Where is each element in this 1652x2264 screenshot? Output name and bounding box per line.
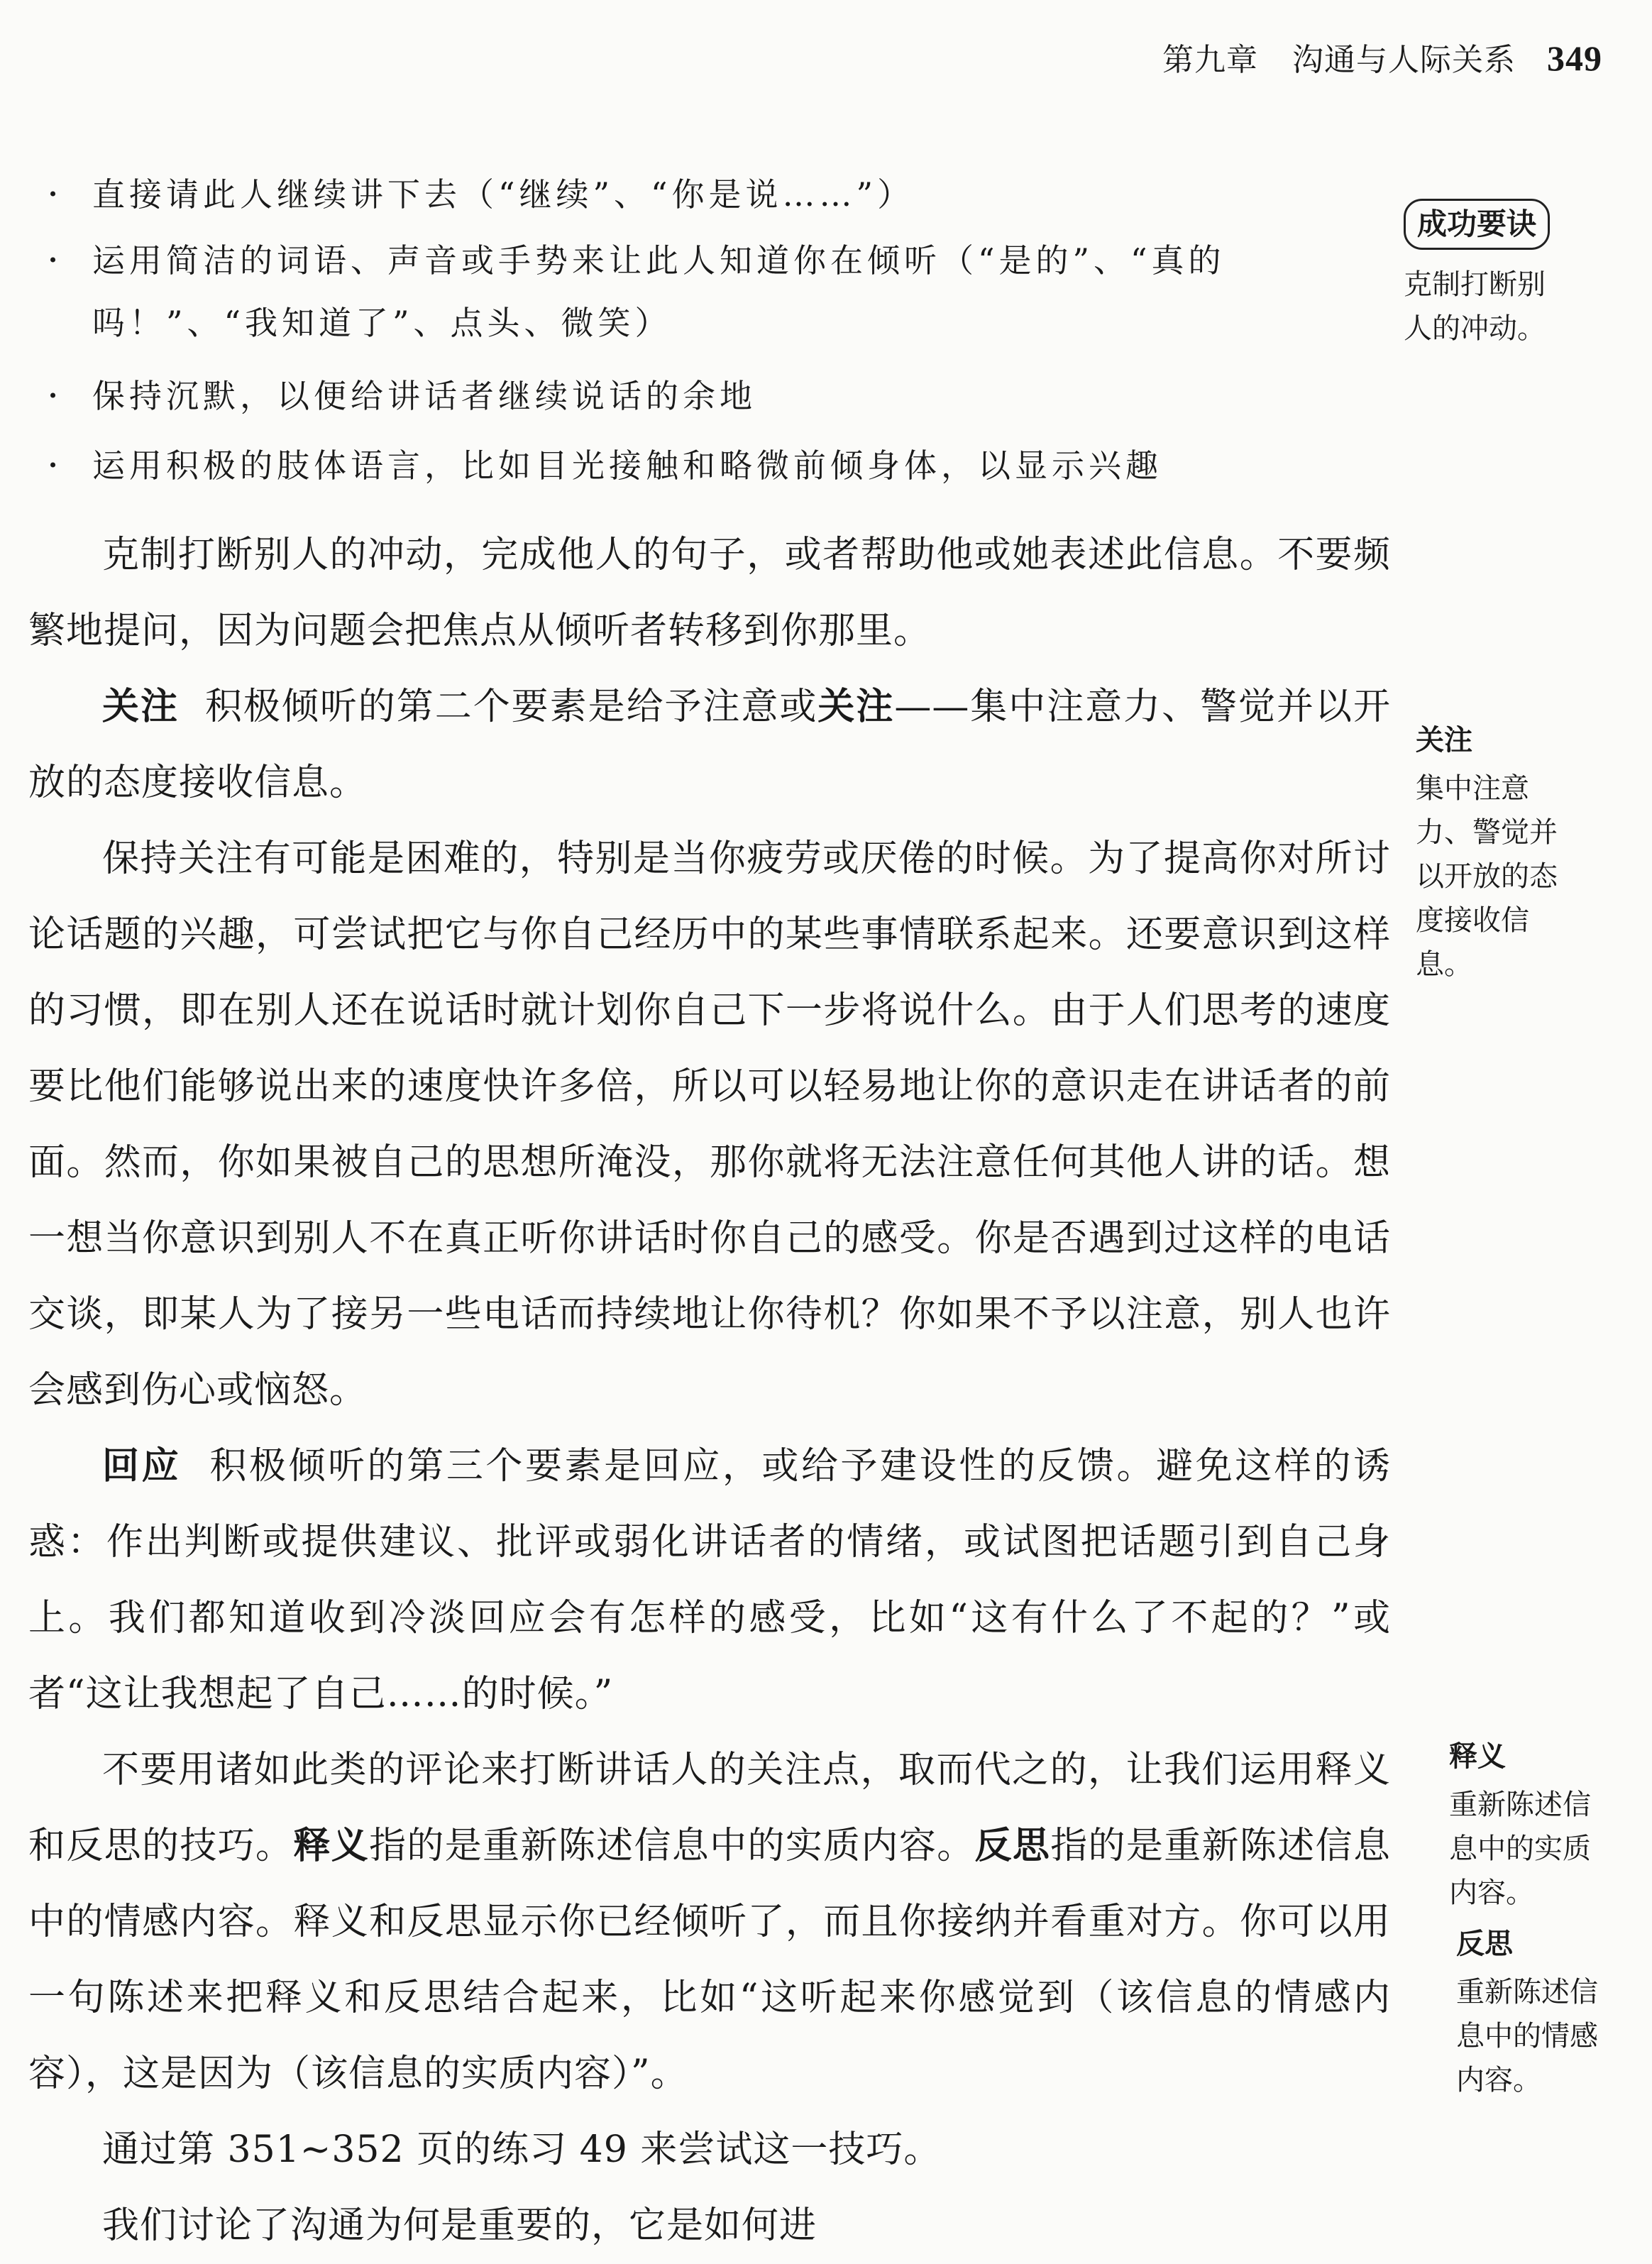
main-text [28, 160, 1391, 2264]
bullet-list [28, 160, 1391, 500]
key-term: 反思 [974, 1825, 1051, 1867]
gloss-definition: 集中注意力、警觉并以开放的态度接收信息。 [1416, 772, 1558, 981]
paragraph-paraphrase [28, 1732, 1391, 2112]
running-header [1162, 34, 1602, 79]
bullet-item: · 保持沉默，以便给讲话者继续说话的余地 [92, 361, 1391, 431]
text-run: 不要用诸如此类的评论来打断讲话人的关注点，取而代之的，让我们运用释义和反思的技巧。 [28, 1749, 1391, 1867]
margin-tip [1404, 199, 1638, 351]
page-number: 349 [1547, 38, 1602, 78]
gloss-definition: 重新陈述信息中的实质内容。 [1449, 1788, 1591, 1909]
gloss-term: 释义 [1449, 1740, 1506, 1773]
paragraph-partial: 我们讨论了沟通为何是重要的，它是如何进 [102, 2204, 817, 2247]
margin-gloss-attention [1416, 718, 1643, 987]
tip-badge: 成功要诀 [1404, 199, 1550, 250]
paragraph-attention [28, 669, 1391, 821]
gloss-term: 反思 [1456, 1928, 1513, 1960]
text-run: 积极倾听的第三个要素是回应，或给予建设性的反馈。避免这样的诱惑：作出判断或提供建议、批评或弱化讲话者的情绪，或试图把话题引到自己身上。我们都知道收到冷淡回应会有怎样的感受，比如“这有什么了不起的？”或者“这让我想起了自己……的时候。” [28, 1445, 1391, 1715]
key-term: 关注 [817, 686, 895, 728]
text-run: 积极倾听的第二个要素是给予注意或 [204, 686, 818, 728]
margin-gloss-reflection [1456, 1922, 1641, 2102]
paragraph: 克制打断别人的冲动，完成他人的句子，或者帮助他或她表述此信息。不要频繁地提问，因为问题会把焦点从倾听者转移到你那里。 [28, 534, 1391, 652]
chapter-title: 沟通与人际关系 [1292, 42, 1516, 78]
paragraph-responding [28, 1429, 1391, 1732]
bullet-item: · 运用积极的肢体语言，比如目光接触和略微前倾身体，以显示兴趣 [92, 431, 1391, 500]
text-run: 指的是重新陈述信息中的情感内容。释义和反思显示你已经倾听了，而且你接纳并看重对方。你可以用一句陈述来把释义和反思结合起来，比如“这听起来你感觉到（该信息的情感内容），这是因为（该信息的实质内容）”。 [28, 1825, 1391, 2095]
bullet-item: · 直接请此人继续讲下去（“继续”、“你是说……”） [92, 160, 1391, 229]
paragraph: 通过第 351~352 页的练习 49 来尝试这一技巧。 [102, 2128, 942, 2171]
bullet-item: · 运用简洁的词语、声音或手势来让此人知道你在倾听（“是的”、“真的吗！”、“我知道了”、点头、微笑） [92, 229, 1391, 354]
gloss-definition: 重新陈述信息中的情感内容。 [1456, 1976, 1598, 2097]
paragraph: 保持关注有可能是困难的，特别是当你疲劳或厌倦的时候。为了提高你对所讨论话题的兴趣，可尝试把它与你自己经历中的某些事情联系起来。还要意识到这样的习惯，即在别人还在说话时就计划你自己下一步将说什么。由于人们思考的速度要比他们能够说出来的速度快许多倍，所以可以轻易地让你的意识走在讲话者的前面。然而，你如果被自己的思想所淹没，那你就将无法注意任何其他人讲的话。想一想当你意识到别人不在真正听你讲话时你自己的感受。你是否遇到过这样的电话交谈，即某人为了接另一些电话而持续地让你待机？你如果不予以注意，别人也许会感到伤心或恼怒。 [28, 837, 1391, 1412]
tip-text: 克制打断别人的冲动。 [1404, 268, 1546, 345]
margin-gloss-paraphrase [1449, 1735, 1641, 1915]
chapter-label: 第九章 [1162, 42, 1258, 78]
text-run: ——集中注意力、警觉并以开放的态度接收信息。 [28, 686, 1391, 804]
key-term: 释义 [293, 1825, 370, 1867]
text-run: 指的是重新陈述信息中的实质内容。 [369, 1825, 975, 1867]
section-keyword: 关注 [102, 686, 179, 728]
section-keyword: 回应 [102, 1445, 182, 1488]
gloss-term: 关注 [1416, 724, 1472, 757]
